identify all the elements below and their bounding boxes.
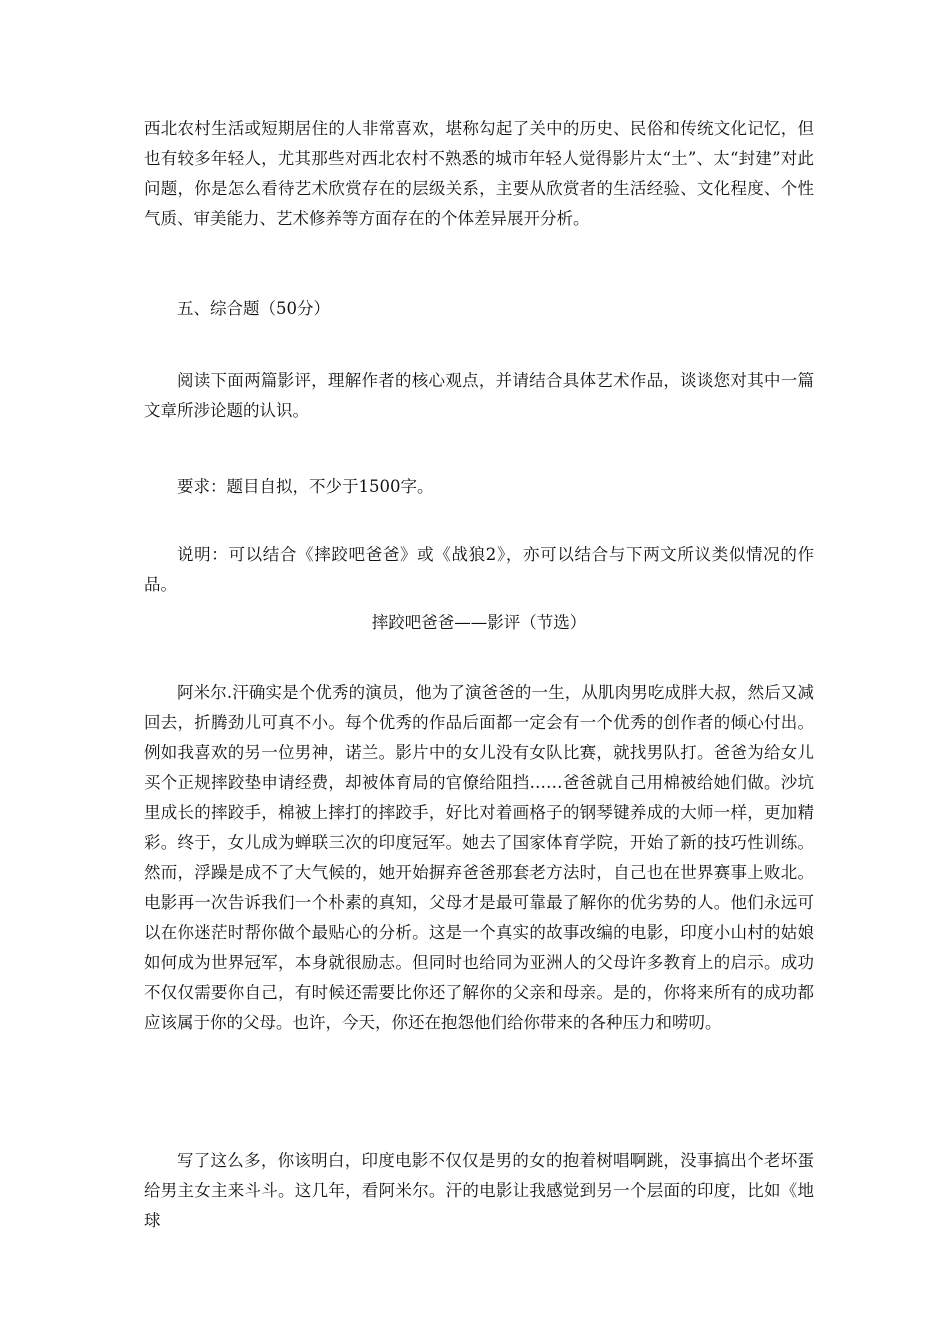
article-body-paragraph-2: 写了这么多，你该明白，印度电影不仅仅是男的女的抱着树唱啊跳，没事搞出个老坏蛋给男主女主来斗斗。这几年，看阿米尔。汗的电影让我感觉到另一个层面的印度，比如《地球 [144,1151,814,1230]
article-title: 摔跤吧爸爸——影评（节选） [371,613,587,632]
article-body-paragraph: 阿米尔.汗确实是个优秀的演员，他为了演爸爸的一生，从肌肉男吃成胖大叔，然后又减回去，折腾劲儿可真不小。每个优秀的作品后面都一定会有一个优秀的创作者的倾心付出。例如我喜欢的另一位男神，诺兰。影片中的女儿没有女队比赛，就找男队打。爸爸为给女儿买个正规摔跤垫申请经费，却被体育局的官僚给阻挡……爸爸就自己用棉被给她们做。沙坑里成长的摔跤手，棉被上摔打的摔跤手，好比对着画格子的钢琴键养成的大师一样，更加精彩。终于，女儿成为蝉联三次的印度冠军。她去了国家体育学院，开始了新的技巧性训练。然而，浮躁是成不了大气候的，她开始摒弃爸爸那套老方法时，自己也在世界赛事上败北。电影再一次告诉我们一个朴素的真知，父母才是最可靠最了解你的优劣势的人。他们永远可以在你迷茫时帮你做个最贴心的分析。这是一个真实的故事改编的电影，印度小山村的姑娘如何成为世界冠军，本身就很励志。但同时也给同为亚洲人的父母许多教育上的启示。成功不仅仅需要你自己，有时候还需要比你还了解你的父亲和母亲。是的，你将来所有的成功都应该属于你的父母。也许，今天，你还在抱怨他们给你带来的各种压力和唠叨。 [144,683,814,1032]
requirement-paragraph: 要求：题目自拟，不少于1500字。 [177,477,434,496]
question-continuation-paragraph: 西北农村生活或短期居住的人非常喜欢，堪称勾起了关中的历史、民俗和传统文化记忆，但也有较多年轻人，尤其那些对西北农村不熟悉的城市年轻人觉得影片太“土”、太“封建”对此问题，你是怎么看待艺术欣赏存在的层级关系，主要从欣赏者的生活经验、文化程度、个性气质、审美能力、艺术修养等方面存在的个体差异展开分析。 [144,119,814,228]
section-heading: 五、综合题（50分） [177,299,330,318]
note-paragraph: 说明：可以结合《摔跤吧爸爸》或《战狼2》，亦可以结合与下两文所议类似情况的作品。 [144,545,814,594]
instruction-paragraph: 阅读下面两篇影评，理解作者的核心观点，并请结合具体艺术作品，谈谈您对其中一篇文章所涉论题的认识。 [144,371,814,420]
